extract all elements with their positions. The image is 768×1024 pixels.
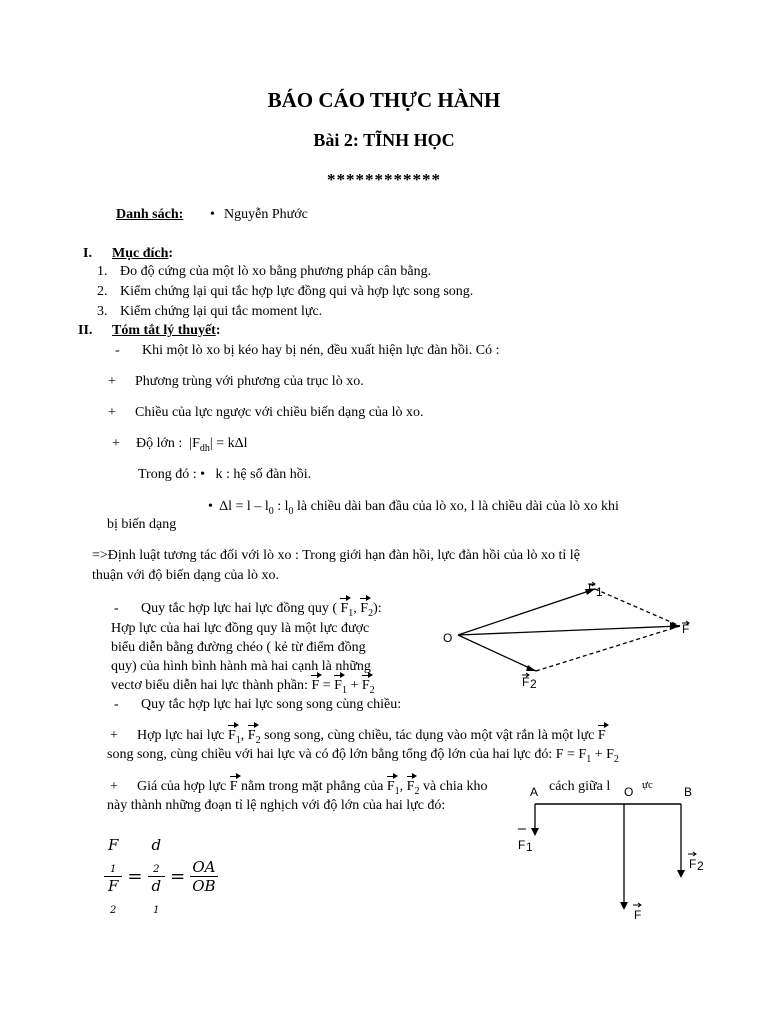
property-magnitude: Độ lớn : $|F_{dh}| = k\Delta l$ bbox=[136, 436, 248, 454]
parallel-rule-line2: song song, cùng chiều với hai lực và có độ lớn bằng tổng độ lớn của hai lực đó: $F = F_1 + F_2$ bbox=[107, 747, 619, 765]
delta-l-line: • $\Delta l = l - l_0$ : $l_0$ là chiều dài ban đầu của lò xo, l là chiều dài của lò xo khi bbox=[208, 499, 619, 517]
member-name: Nguyễn Phước bbox=[224, 207, 308, 222]
section1-number: I. bbox=[83, 246, 92, 261]
vector-mark bbox=[633, 903, 641, 907]
where-line: Trong đó : • k : hệ số đàn hồi. bbox=[138, 467, 312, 482]
objective-item: 3. bbox=[97, 304, 108, 319]
objective-text: Đo độ cứng của một lò xo bằng phương pháp cân bằng. bbox=[120, 264, 432, 279]
plus-bullet: + bbox=[112, 436, 120, 451]
parallel-rule-line1: Hợp lực hai lực $F_1$, $F_2$ song song, cùng chiều, tác dụng vào một vật rắn là một lực F bbox=[137, 728, 606, 746]
f1-vector bbox=[458, 589, 595, 635]
plus-bullet: + bbox=[110, 728, 118, 743]
concurrent-rule-formula: vectơ biểu diễn hai lực thành phần: $F = F_1 + F_2$ bbox=[111, 678, 375, 696]
parallelogram-edge bbox=[595, 589, 680, 626]
point-a-label: A bbox=[530, 785, 539, 799]
resultant-position-fragment: cách giữa l bbox=[549, 779, 611, 794]
section1-heading: Mục đích: bbox=[112, 246, 174, 261]
point-o-label: O bbox=[624, 785, 634, 799]
f2-label: F bbox=[522, 675, 530, 689]
objective-item: 2. bbox=[97, 284, 108, 299]
point-o-label: O bbox=[443, 631, 453, 645]
hooke-law-line2: thuận với độ biến dạng của lò xo. bbox=[92, 568, 280, 583]
concurrent-rule-line: Hợp lực của hai lực đồng quy là một lực được bbox=[111, 621, 370, 636]
plus-bullet: + bbox=[110, 779, 118, 794]
members-label: Danh sách: bbox=[116, 207, 184, 222]
arrowhead bbox=[677, 870, 685, 878]
parallel-forces-diagram bbox=[510, 782, 722, 928]
resultant-position-line2: này thành những đoạn tỉ lệ nghịch với độ lớn của hai lực đó: bbox=[107, 798, 446, 813]
vector-mark bbox=[688, 852, 696, 856]
hooke-law-line1: =>Định luật tương tác đối với lò xo : Trong giới hạn đàn hồi, lực đàn hồi của lò xo tỉ lệ bbox=[92, 548, 580, 563]
report-title: BÁO CÁO THỰC HÀNH bbox=[267, 88, 501, 112]
resultant-label: F bbox=[634, 908, 642, 922]
objective-item: 1. bbox=[97, 264, 108, 279]
arrowhead bbox=[531, 828, 539, 836]
f2-subscript: 2 bbox=[530, 677, 537, 690]
f1-label: F bbox=[588, 582, 596, 596]
ratio-formula: F $_1$ F $_2$ = d $_2$ d $_1$ = $\frac{OA}{OB}$ bbox=[104, 836, 218, 917]
dash-bullet: - bbox=[115, 343, 120, 358]
resultant-position-fragment-end: ực bbox=[642, 779, 653, 791]
arrowhead bbox=[526, 665, 536, 671]
f1-subscript: 1 bbox=[596, 585, 603, 599]
section2-heading: Tóm tắt lý thuyết: bbox=[112, 323, 221, 338]
section2-number: II. bbox=[78, 323, 93, 338]
delta-l-continuation: bị biến dạng bbox=[107, 517, 177, 532]
parallel-rule-heading: Quy tắc hợp lực hai lực song song cùng chiều: bbox=[141, 697, 402, 712]
property-sense: Chiều của lực ngược với chiều biến dạng của lò xo. bbox=[135, 405, 424, 420]
concurrent-rule-line: quy) của hình bình hành mà hai cạnh là những bbox=[111, 659, 371, 674]
elastic-intro: Khi một lò xo bị kéo hay bị nén, đều xuất hiện lực đàn hồi. Có : bbox=[142, 343, 500, 358]
member-bullet: • bbox=[210, 207, 215, 222]
concurrent-rule-line: biểu diễn bằng đường chéo ( kẻ từ điểm đồng bbox=[111, 640, 366, 655]
plus-bullet: + bbox=[108, 405, 116, 420]
resultant-label: F bbox=[682, 622, 690, 636]
lesson-subtitle: Bài 2: TĨNH HỌC bbox=[313, 130, 455, 150]
f2-label: F bbox=[689, 857, 697, 871]
property-direction: Phương trùng với phương của trục lò xo. bbox=[135, 374, 364, 389]
plus-bullet: + bbox=[108, 374, 116, 389]
resultant-vector bbox=[458, 626, 680, 635]
dash-bullet: - bbox=[114, 601, 119, 616]
parallelogram-edge bbox=[536, 626, 680, 671]
f2-vector bbox=[458, 635, 536, 671]
f2-subscript: 2 bbox=[697, 859, 704, 873]
parallelogram-diagram bbox=[436, 574, 706, 690]
objective-text: Kiểm chứng lại qui tắc moment lực. bbox=[120, 304, 323, 319]
resultant-position-line1: Giá của hợp lực F nằm trong mặt phẳng của $F_1$, $F_2$ và chia kho bbox=[137, 779, 488, 797]
arrowhead bbox=[620, 902, 628, 910]
f1-subscript: 1 bbox=[526, 840, 533, 854]
objective-text: Kiểm chứng lại qui tắc hợp lực đồng qui và hợp lực song song. bbox=[120, 284, 474, 299]
concurrent-rule-heading: Quy tắc hợp lực hai lực đồng quy ( $F_1$, $F_2$): bbox=[141, 601, 382, 619]
separator-stars: ************ bbox=[327, 170, 441, 189]
f1-label: F bbox=[518, 838, 526, 852]
point-b-label: B bbox=[684, 785, 693, 799]
dash-bullet: - bbox=[114, 697, 119, 712]
